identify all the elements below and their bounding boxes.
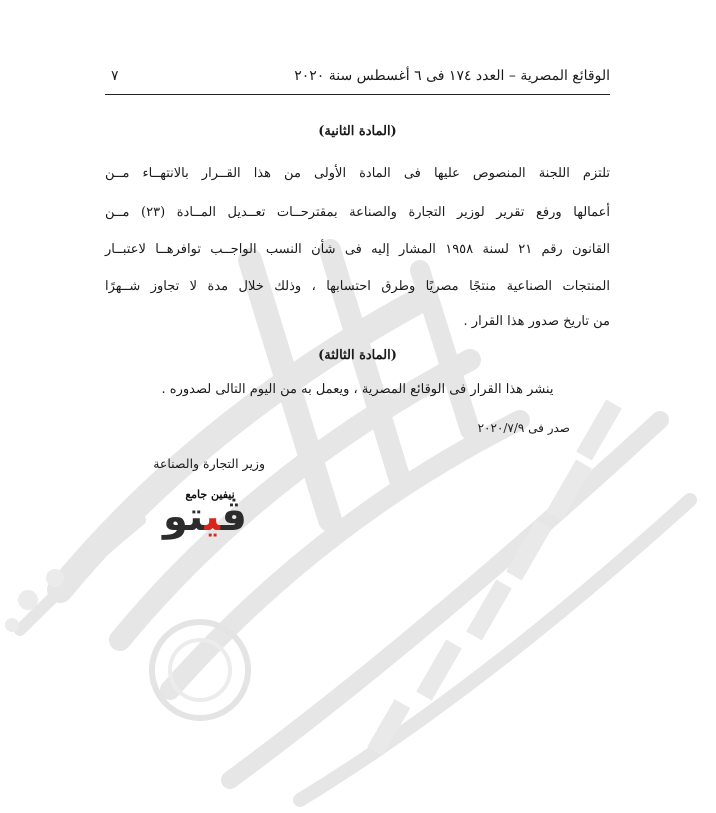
article-2-line: القانون رقم ٢١ لسنة ١٩٥٨ المشار إليه فى شأن النسب الواجــب توافرهــا لاعتبــار — [105, 242, 610, 257]
minister-title: وزير التجارة والصناعة — [153, 456, 265, 471]
signature-name: نيفين جامع — [185, 488, 235, 501]
article-2-line: المنتجات الصناعية منتجًا مصريًا وطرق احتسابها ، وذلك خلال مدة لا تجاوز شــهرًا — [105, 279, 610, 294]
logo-part: ڤ — [220, 494, 247, 540]
article-2-line: من تاريخ صدور هذا القرار . — [463, 314, 610, 329]
issued-date: صدر فى ٢٠٢٠/٧/٩ — [477, 421, 570, 435]
logo — [130, 492, 280, 542]
logo-accent: ي — [204, 494, 221, 540]
logo-part: تو — [163, 494, 205, 540]
header-title: الوقائع المصرية – العدد ١٧٤ فى ٦ أغسطس سنة ٢٠٢٠ — [294, 68, 610, 84]
page-header — [105, 64, 610, 95]
page-number: ٧ — [111, 68, 119, 84]
article-3-title: (المادة الثالثة) — [318, 348, 397, 363]
article-2-line: أعمالها ورفع تقرير لوزير التجارة والصناعة بمقترحــات تعــديل المــادة (٢٣) مــن — [105, 205, 610, 220]
article-2-title: (المادة الثانية) — [318, 124, 397, 139]
article-3-text: ينشر هذا القرار فى الوقائع المصرية ، ويعمل به من اليوم التالى لصدوره . — [161, 382, 554, 397]
article-2-line: تلتزم اللجنة المنصوص عليها فى المادة الأولى من هذا القــرار بالانتهــاء مــن — [105, 166, 610, 181]
